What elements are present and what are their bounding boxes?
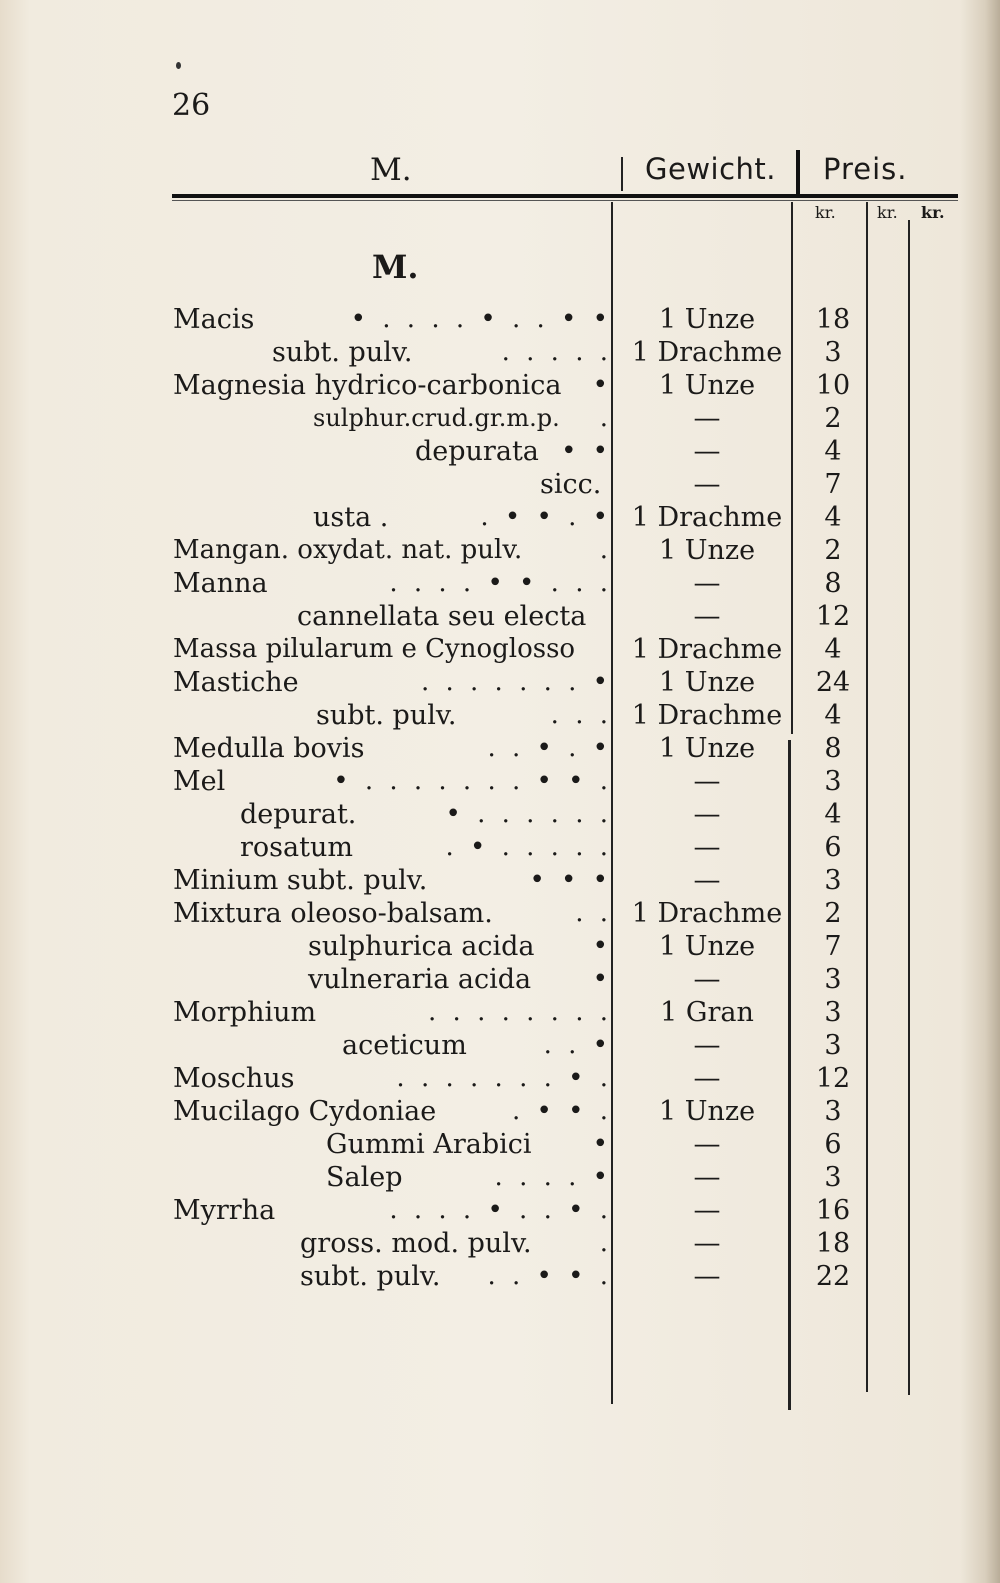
item-name: Myrrha [173, 1195, 276, 1226]
item-weight: — [693, 1195, 721, 1226]
table-row [0, 402, 1000, 435]
item-price: 6 [824, 1129, 842, 1160]
unit-label: kr. [815, 203, 836, 222]
table-row [0, 1194, 1000, 1227]
table-row [0, 699, 1000, 732]
item-weight: — [693, 832, 721, 863]
table-row [0, 1260, 1000, 1293]
item-price: 18 [815, 304, 851, 335]
item-price: 8 [824, 568, 842, 599]
leader-dots: . . . . . . . • . [396, 1063, 612, 1093]
leader-dots: . . . . • [494, 1162, 612, 1192]
item-price: 16 [815, 1195, 851, 1226]
item-price: 18 [815, 1228, 851, 1259]
item-price: 4 [824, 700, 842, 731]
item-name: Mel [173, 766, 226, 797]
item-price: 3 [824, 1162, 842, 1193]
item-weight: — [693, 1228, 721, 1259]
item-name: Magnesia hydrico-carbonica [173, 370, 562, 401]
leader-dots: . . [575, 898, 612, 928]
item-name: subt. pulv. [300, 1261, 441, 1292]
item-name: usta . [313, 502, 389, 533]
item-name: rosatum [240, 832, 353, 863]
table-row [0, 1128, 1000, 1161]
item-price: 4 [824, 502, 842, 533]
item-price: 4 [824, 436, 842, 467]
item-weight: — [693, 1030, 721, 1061]
leader-dots: • . . . . . . . • • . [333, 766, 612, 796]
item-weight: 1 Unze [658, 667, 756, 698]
item-name: sulphur.crud.gr.m.p. [313, 404, 560, 432]
table-row [0, 831, 1000, 864]
item-price: 7 [824, 469, 842, 500]
item-weight: 1 Drachme [631, 898, 783, 929]
header-divider [796, 150, 800, 194]
item-price: 3 [824, 964, 842, 995]
item-name: Moschus [173, 1063, 295, 1094]
item-weight: 1 Unze [658, 1096, 756, 1127]
table-row [0, 666, 1000, 699]
leader-dots: . . • [543, 1030, 612, 1060]
leader-dots: . . . . . . . • [420, 667, 612, 697]
leader-dots: • [592, 931, 612, 961]
item-weight: — [693, 403, 721, 434]
table-row [0, 303, 1000, 336]
item-weight: 1 Unze [658, 733, 756, 764]
header-rule-thin [172, 200, 958, 201]
item-name: subt. pulv. [272, 337, 413, 368]
table-row [0, 930, 1000, 963]
leader-dots: • . . . . • . . • • [350, 304, 612, 334]
item-price: 7 [824, 931, 842, 962]
leader-dots: . [599, 535, 612, 565]
leader-dots: . • • . [512, 1096, 612, 1126]
item-weight: — [693, 568, 721, 599]
item-price: 3 [824, 1030, 842, 1061]
item-weight: — [693, 799, 721, 830]
table-row [0, 765, 1000, 798]
leader-dots: . . . [550, 700, 612, 730]
table-row [0, 534, 1000, 567]
item-name: depurat. [240, 799, 357, 830]
item-weight: 1 Drachme [631, 337, 783, 368]
item-name: Gummi Arabici [326, 1129, 532, 1160]
unit-label: kr. [877, 203, 898, 222]
item-price: 2 [824, 898, 842, 929]
page-number: 26 [172, 88, 211, 123]
item-weight: — [693, 865, 721, 896]
item-price: 3 [824, 337, 842, 368]
item-name: cannellata seu electa [297, 601, 587, 632]
section-letter: M. [372, 248, 419, 286]
item-weight: 1 Gran [660, 997, 754, 1028]
item-name: Salep [326, 1162, 403, 1193]
item-price: 12 [815, 1063, 851, 1094]
item-name: sulphurica acida [308, 931, 535, 962]
item-price: 3 [824, 865, 842, 896]
item-name: Mangan. oxydat. nat. pulv. [173, 535, 523, 565]
leader-dots: . . . . • . . • . [389, 1195, 612, 1225]
leader-dots: . [599, 403, 612, 433]
item-weight: — [693, 1162, 721, 1193]
item-weight: 1 Unze [658, 370, 756, 401]
item-price: 8 [824, 733, 842, 764]
item-name: gross. mod. pulv. [300, 1228, 532, 1259]
column-header-weight: Gewicht. [645, 152, 777, 186]
table-row [0, 732, 1000, 765]
item-name: Minium subt. pulv. [173, 865, 428, 896]
item-price: 24 [815, 667, 851, 698]
header-rule [172, 194, 958, 198]
column-header-letter: M. [370, 152, 412, 188]
unit-label: kr. [921, 203, 945, 222]
item-weight: 1 Drachme [631, 700, 783, 731]
item-weight: — [693, 1261, 721, 1292]
table-row [0, 963, 1000, 996]
item-weight: 1 Unze [658, 535, 756, 566]
table-row [0, 1227, 1000, 1260]
leader-dots: . • . . . . . [445, 832, 612, 862]
item-weight: 1 Drachme [631, 502, 783, 533]
table-row [0, 1062, 1000, 1095]
table-row [0, 600, 1000, 633]
table-row [0, 336, 1000, 369]
item-weight: — [693, 1063, 721, 1094]
item-name: Mastiche [173, 667, 299, 698]
leader-dots: . . • • . [487, 1261, 612, 1291]
table-row [0, 369, 1000, 402]
ink-speck [176, 62, 181, 69]
leader-dots: • • • [529, 865, 612, 895]
table-row [0, 501, 1000, 534]
item-price: 22 [815, 1261, 851, 1292]
table-row [0, 567, 1000, 600]
item-price: 3 [824, 766, 842, 797]
item-weight: — [693, 469, 721, 500]
table-row [0, 864, 1000, 897]
item-price: 3 [824, 997, 842, 1028]
table-row [0, 1029, 1000, 1062]
table-row [0, 897, 1000, 930]
table-row [0, 1161, 1000, 1194]
leader-dots: • [592, 370, 612, 400]
item-name: Massa pilularum e Cynoglosso [173, 634, 576, 664]
item-weight: 1 Drachme [631, 634, 783, 665]
table-row [0, 798, 1000, 831]
item-name: Macis [173, 304, 255, 335]
item-name: aceticum [342, 1030, 467, 1061]
header-divider [621, 157, 623, 191]
item-weight: 1 Unze [658, 931, 756, 962]
item-name: Manna [173, 568, 268, 599]
item-price: 4 [824, 634, 842, 665]
item-price: 2 [824, 535, 842, 566]
leader-dots: . . . . • • . . . [389, 568, 612, 598]
table-row [0, 468, 1000, 501]
table-row [0, 435, 1000, 468]
item-name: subt. pulv. [316, 700, 457, 731]
table-row [0, 996, 1000, 1029]
item-price: 6 [824, 832, 842, 863]
item-name: vulneraria acida [308, 964, 532, 995]
item-price: 12 [815, 601, 851, 632]
item-price: 10 [815, 370, 851, 401]
item-price: 4 [824, 799, 842, 830]
item-name: Mucilago Cydoniae [173, 1096, 437, 1127]
leader-dots: • [592, 1129, 612, 1159]
leader-dots: • . . . . . . [445, 799, 612, 829]
item-price: 2 [824, 403, 842, 434]
leader-dots: • • [561, 436, 612, 466]
column-header-price: Preis. [823, 152, 908, 186]
leader-dots: . . • . • [487, 733, 612, 763]
item-weight: 1 Unze [658, 304, 756, 335]
item-name: Medulla bovis [173, 733, 365, 764]
item-name: Mixtura oleoso-balsam. [173, 898, 493, 929]
leader-dots: . • • . • [480, 502, 612, 532]
item-weight: — [693, 436, 721, 467]
item-weight: — [693, 1129, 721, 1160]
item-weight: — [693, 601, 721, 632]
leader-dots: . . . . . . . . [428, 997, 612, 1027]
item-name: sicc. [540, 469, 602, 500]
item-name: Morphium [173, 997, 317, 1028]
item-weight: — [693, 964, 721, 995]
leader-dots: • [592, 964, 612, 994]
item-weight: — [693, 766, 721, 797]
leader-dots: . [599, 1228, 612, 1258]
table-row [0, 633, 1000, 666]
item-name: depurata [415, 436, 539, 467]
leader-dots: . . . . . [501, 337, 612, 367]
table-row [0, 1095, 1000, 1128]
item-price: 3 [824, 1096, 842, 1127]
